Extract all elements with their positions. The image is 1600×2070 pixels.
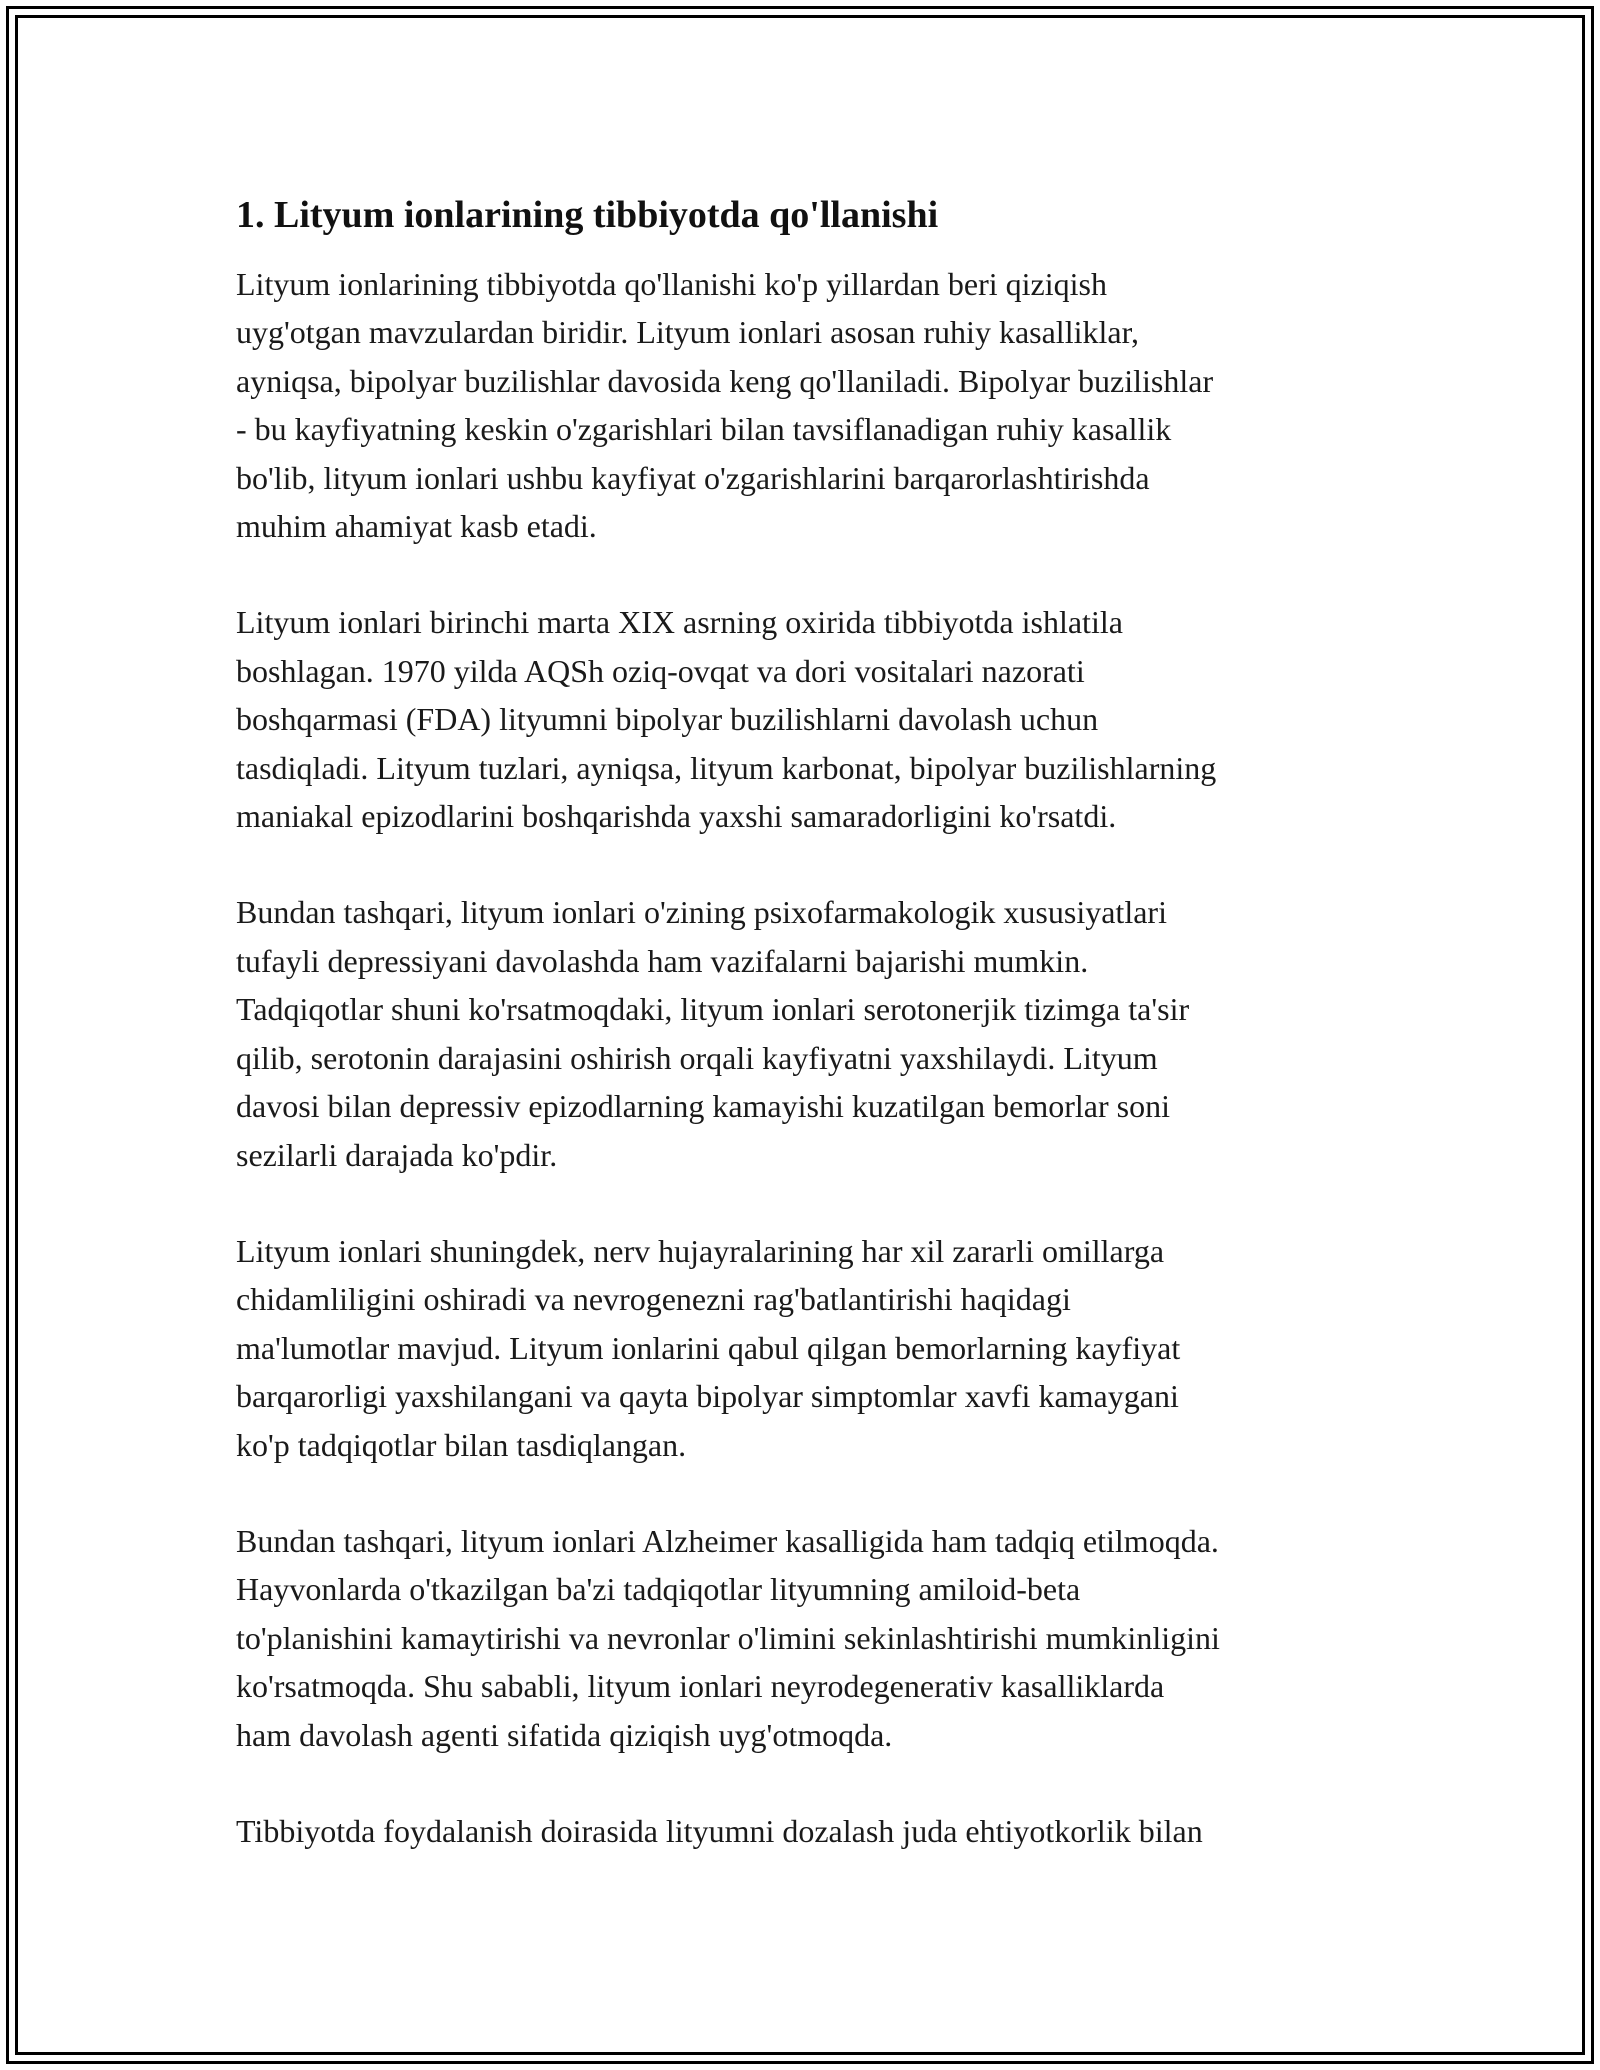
text-line: boshlagan. 1970 yilda AQSh oziq-ovqat va dori vositalari nazorati: [236, 652, 1085, 689]
paragraph-4: [236, 1227, 1386, 1469]
text-line: tufayli depressiyani davolashda ham vazifalarni bajarishi mumkin.: [236, 942, 1089, 979]
paragraph-6: [236, 1807, 1386, 1855]
text-line: sezilarli darajada ko'pdir.: [236, 1136, 558, 1173]
text-line: Tadqiqotlar shuni ko'rsatmoqdaki, lityum ionlari serotonerjik tizimga ta'sir: [236, 991, 1190, 1028]
text-line: Bundan tashqari, lityum ionlari Alzheimer kasalligida ham tadqiq etilmoqda.: [236, 1522, 1219, 1559]
text-line: uyg'otgan mavzulardan biridir. Lityum ionlari asosan ruhiy kasalliklar,: [236, 314, 1139, 351]
text-line: muhim ahamiyat kasb etadi.: [236, 508, 597, 545]
text-line: Hayvonlarda o'tkazilgan ba'zi tadqiqotlar lityumning amiloid-beta: [236, 1571, 1081, 1608]
text-line: qilib, serotonin darajasini oshirish orqali kayfiyatni yaxshilaydi. Lityum: [236, 1039, 1158, 1076]
text-line: ham davolash agenti sifatida qiziqish uyg'otmoqda.: [236, 1716, 893, 1753]
text-line: - bu kayfiyatning keskin o'zgarishlari bilan tavsiflanadigan ruhiy kasallik: [236, 411, 1172, 448]
text-line: Lityum ionlari birinchi marta XIX asrning oxirida tibbiyotda ishlatila: [236, 604, 1123, 641]
paragraph-1: [236, 260, 1386, 550]
text-line: to'planishini kamaytirishi va nevronlar o'limini sekinlashtirishi mumkinligini: [236, 1619, 1220, 1656]
paragraph-2: [236, 598, 1386, 840]
paragraph-5: [236, 1517, 1386, 1759]
text-line: chidamliligini oshiradi va nevrogenezni rag'batlantirishi haqidagi: [236, 1281, 1071, 1318]
text-line: ma'lumotlar mavjud. Lityum ionlarini qabul qilgan bemorlarning kayfiyat: [236, 1329, 1181, 1366]
text-line: Bundan tashqari, lityum ionlari o'zining psixofarmakologik xususiyatlari: [236, 894, 1167, 931]
paragraph-3: [236, 888, 1386, 1178]
text-line: ko'p tadqiqotlar bilan tasdiqlangan.: [236, 1426, 687, 1463]
text-line: maniakal epizodlarini boshqarishda yaxshi samaradorligini ko'rsatdi.: [236, 798, 1117, 835]
text-line: bo'lib, lityum ionlari ushbu kayfiyat o'zgarishlarini barqarorlashtirishda: [236, 459, 1150, 496]
text-line: Lityum ionlari shuningdek, nerv hujayralarining har xil zararli omillarga: [236, 1232, 1165, 1269]
text-line: ayniqsa, bipolyar buzilishlar davosida keng qo'llaniladi. Bipolyar buzilishlar: [236, 362, 1214, 399]
text-line: davosi bilan depressiv epizodlarning kamayishi kuzatilgan bemorlar soni: [236, 1088, 1170, 1125]
text-line: tasdiqladi. Lityum tuzlari, ayniqsa, lityum karbonat, bipolyar buzilishlarning: [236, 749, 1217, 786]
text-line: Tibbiyotda foydalanish doirasida lityumni dozalash juda ehtiyotkorlik bilan: [236, 1812, 1203, 1849]
text-line: Lityum ionlarining tibbiyotda qo'llanishi ko'p yillardan beri qiziqish: [236, 266, 1107, 302]
text-line: boshqarmasi (FDA) lityumni bipolyar buzilishlarni davolash uchun: [236, 701, 1099, 738]
text-line: ko'rsatmoqda. Shu sababli, lityum ionlari neyrodegenerativ kasalliklarda: [236, 1668, 1165, 1705]
section-heading: 1. Lityum ionlarining tibbiyotda qo'llanishi: [236, 194, 939, 236]
document-body: [236, 190, 1386, 1903]
text-line: barqarorligi yaxshilangani va qayta bipolyar simptomlar xavfi kamaygani: [236, 1378, 1179, 1415]
